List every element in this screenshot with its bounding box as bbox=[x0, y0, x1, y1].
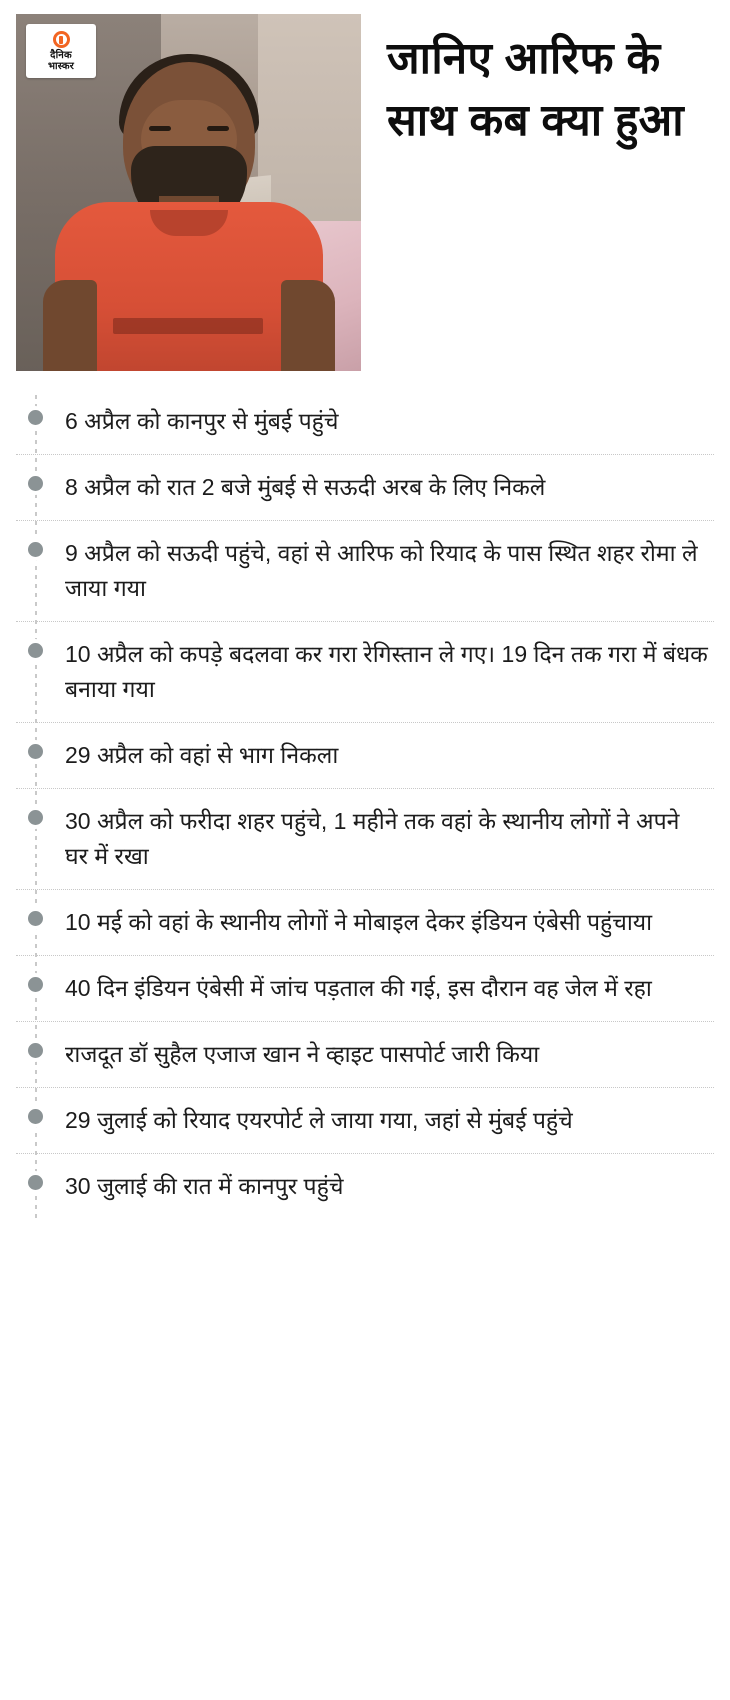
timeline-dot-icon bbox=[28, 1043, 43, 1058]
list-item bbox=[16, 789, 714, 890]
timeline-list bbox=[0, 389, 730, 1219]
timeline-item-text: 30 जुलाई की रात में कानपुर पहुंचे bbox=[65, 1173, 344, 1199]
timeline-item-text: 10 अप्रैल को कपड़े बदलवा कर गरा रेगिस्तान ले गए। 19 दिन तक गरा में बंधक बनाया गया bbox=[65, 641, 708, 702]
timeline-item-text: राजदूत डॉ सुहैल एजाज खान ने व्हाइट पासपोर्ट जारी किया bbox=[65, 1041, 540, 1067]
photo-arm-left bbox=[43, 280, 97, 371]
timeline-dot-icon bbox=[28, 476, 43, 491]
timeline-dot-icon bbox=[28, 1175, 43, 1190]
timeline-item-text: 29 जुलाई को रियाद एयरपोर्ट ले जाया गया, जहां से मुंबई पहुंचे bbox=[65, 1107, 573, 1133]
list-item bbox=[16, 389, 714, 455]
timeline-item-text: 30 अप्रैल को फरीदा शहर पहुंचे, 1 महीने तक वहां के स्थानीय लोगों ने अपने घर में रखा bbox=[65, 808, 680, 869]
publisher-name-line1: दैनिक bbox=[50, 49, 72, 61]
timeline-dot-icon bbox=[28, 542, 43, 557]
photo-arm-right bbox=[281, 280, 335, 371]
timeline-item-text: 10 मई को वहां के स्थानीय लोगों ने मोबाइल देकर इंडियन एंबेसी पहुंचाया bbox=[65, 909, 653, 935]
timeline-dot-icon bbox=[28, 1109, 43, 1124]
subject-photo bbox=[16, 14, 361, 371]
timeline-item-text: 8 अप्रैल को रात 2 बजे मुंबई से सऊदी अरब के लिए निकले bbox=[65, 474, 546, 500]
timeline-item-text: 9 अप्रैल को सऊदी पहुंचे, वहां से आरिफ को रियाद के पास स्थित शहर रोमा ले जाया गया bbox=[65, 540, 698, 601]
photo-eye-right bbox=[207, 126, 229, 131]
timeline-item-text: 6 अप्रैल को कानपुर से मुंबई पहुंचे bbox=[65, 408, 339, 434]
header bbox=[0, 0, 730, 371]
timeline-dot-icon bbox=[28, 977, 43, 992]
timeline-dot-icon bbox=[28, 810, 43, 825]
list-item bbox=[16, 723, 714, 789]
publisher-logo bbox=[26, 24, 96, 78]
timeline-dot-icon bbox=[28, 410, 43, 425]
list-item bbox=[16, 455, 714, 521]
list-item bbox=[16, 1022, 714, 1088]
timeline-dot-icon bbox=[28, 911, 43, 926]
page-title: जानिए आरिफ के साथ कब क्या हुआ bbox=[387, 34, 684, 145]
list-item bbox=[16, 890, 714, 956]
list-item bbox=[16, 1154, 714, 1219]
timeline-dot-icon bbox=[28, 744, 43, 759]
list-item bbox=[16, 521, 714, 622]
bhaskar-logo-icon bbox=[53, 31, 70, 48]
list-item bbox=[16, 956, 714, 1022]
publisher-name-line2: भास्कर bbox=[47, 60, 75, 72]
list-item bbox=[16, 622, 714, 723]
photo-shirt-stripe bbox=[113, 318, 263, 334]
list-item bbox=[16, 1088, 714, 1154]
timeline-dot-icon bbox=[28, 643, 43, 658]
timeline-item-text: 40 दिन इंडियन एंबेसी में जांच पड़ताल की गई, इस दौरान वह जेल में रहा bbox=[65, 975, 652, 1001]
photo-eye-left bbox=[149, 126, 171, 131]
timeline-item-text: 29 अप्रैल को वहां से भाग निकला bbox=[65, 742, 339, 768]
